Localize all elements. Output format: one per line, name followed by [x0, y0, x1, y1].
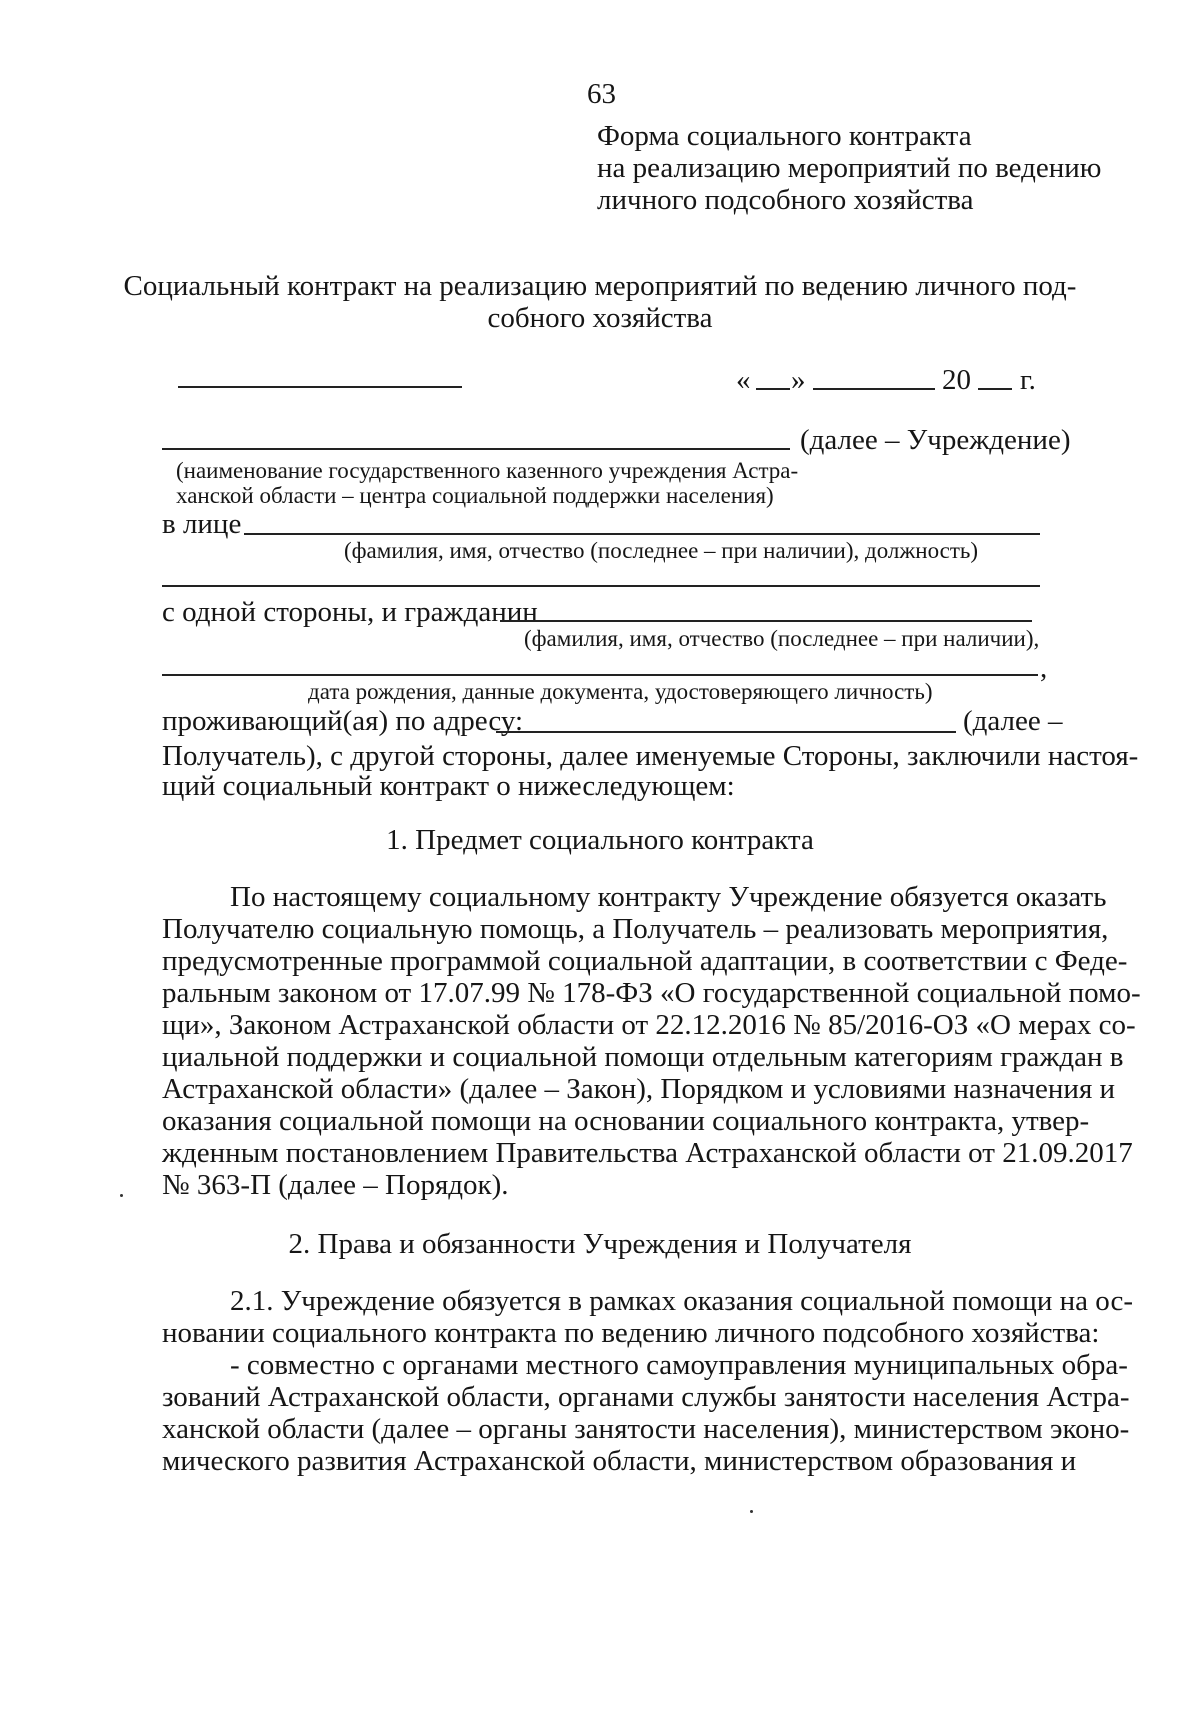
citizen-caption: (фамилия, имя, отчество (последнее – при наличии),	[524, 626, 1040, 651]
date-century: 20	[942, 364, 971, 396]
section-1-line: оказания социальной помощи на основании социального контракта, утвер-	[162, 1105, 1090, 1137]
citizen-blank-line	[500, 620, 1032, 622]
citizen-extra-line	[162, 674, 1038, 676]
section-2-line: - совместно с органами местного самоуправления муниципальных обра-	[230, 1349, 1128, 1381]
section-2-line: зований Астраханской области, органами службы занятости населения Астра-	[162, 1381, 1130, 1413]
section-1-line: жденным постановлением Правительства Астраханской области от 21.09.2017	[162, 1137, 1133, 1169]
institution-caption: ханской области – центра социальной поддержки населения)	[176, 483, 774, 508]
year-blank-line	[978, 388, 1012, 390]
document-title: Социальный контракт на реализацию мероприятий по ведению личного под-	[123, 270, 1077, 302]
document-title: собного хозяйства	[487, 302, 713, 334]
page-number: 63	[587, 78, 616, 110]
institution-caption: (наименование государственного казенного учреждения Астра-	[176, 458, 799, 483]
section-1-line: ральным законом от 17.07.99 № 178-ФЗ «О государственной социальной помо-	[162, 977, 1141, 1009]
section-1-line: циальной поддержки и социальной помощи отдельным категориям граждан в	[162, 1041, 1124, 1073]
day-blank-line	[756, 388, 790, 390]
section-2-line: новании социального контракта по ведению личного подсобного хозяйства:	[162, 1317, 1100, 1349]
representative-blank-line	[244, 533, 1040, 535]
representative-label: в лице	[162, 508, 242, 540]
representative-extra-line	[162, 585, 1040, 587]
citizen-caption-2: дата рождения, данные документа, удостоверяющего личность)	[308, 679, 933, 704]
section-2-line: ханской области (далее – органы занятости населения), министерством эконо-	[162, 1413, 1130, 1445]
place-blank-line	[178, 386, 462, 388]
section-1-line: Получателю социальную помощь, а Получатель – реализовать мероприятия,	[162, 913, 1109, 945]
form-header-line: на реализацию мероприятий по ведению	[597, 152, 1102, 184]
address-continuation: Получатель), с другой стороны, далее именуемые Стороны, заключили настоя-	[162, 740, 1139, 772]
institution-blank-line	[162, 448, 790, 450]
address-suffix: (далее –	[963, 705, 1063, 737]
address-label: проживающий(ая) по адресу:	[162, 705, 523, 737]
date-open-quote: «	[736, 364, 751, 396]
section-1-heading: 1. Предмет социального контракта	[386, 824, 814, 856]
section-1-line: № 363-П (далее – Порядок).	[162, 1169, 509, 1201]
scan-speck	[120, 1194, 123, 1197]
month-blank-line	[813, 388, 935, 390]
institution-suffix: (далее – Учреждение)	[800, 424, 1071, 456]
section-2-heading: 2. Права и обязанности Учреждения и Получателя	[288, 1228, 912, 1260]
citizen-line-end: ,	[1040, 652, 1048, 684]
address-continuation: щий социальный контракт о нижеследующем:	[162, 770, 735, 802]
section-1-line: предусмотренные программой социальной адаптации, в соответствии с Феде-	[162, 945, 1128, 977]
section-2-line: 2.1. Учреждение обязуется в рамках оказания социальной помощи на ос-	[230, 1285, 1134, 1317]
section-1-line: Астраханской области» (далее – Закон), Порядком и условиями назначения и	[162, 1073, 1116, 1105]
date-close-quote: »	[791, 364, 806, 396]
address-blank-line	[496, 731, 956, 733]
form-header-line: личного подсобного хозяйства	[597, 184, 974, 216]
scan-speck	[750, 1510, 753, 1513]
section-1-line: щи», Законом Астраханской области от 22.12.2016 № 85/2016-ОЗ «О мерах со-	[162, 1009, 1136, 1041]
date-year-suffix: г.	[1020, 364, 1036, 396]
form-header-line: Форма социального контракта	[597, 120, 972, 152]
section-1-line: По настоящему социальному контракту Учреждение обязуется оказать	[230, 881, 1107, 913]
section-2-line: мического развития Астраханской области, министерством образования и	[162, 1445, 1077, 1477]
representative-caption: (фамилия, имя, отчество (последнее – при наличии), должность)	[344, 538, 979, 563]
citizen-label: с одной стороны, и гражданин	[162, 596, 538, 628]
